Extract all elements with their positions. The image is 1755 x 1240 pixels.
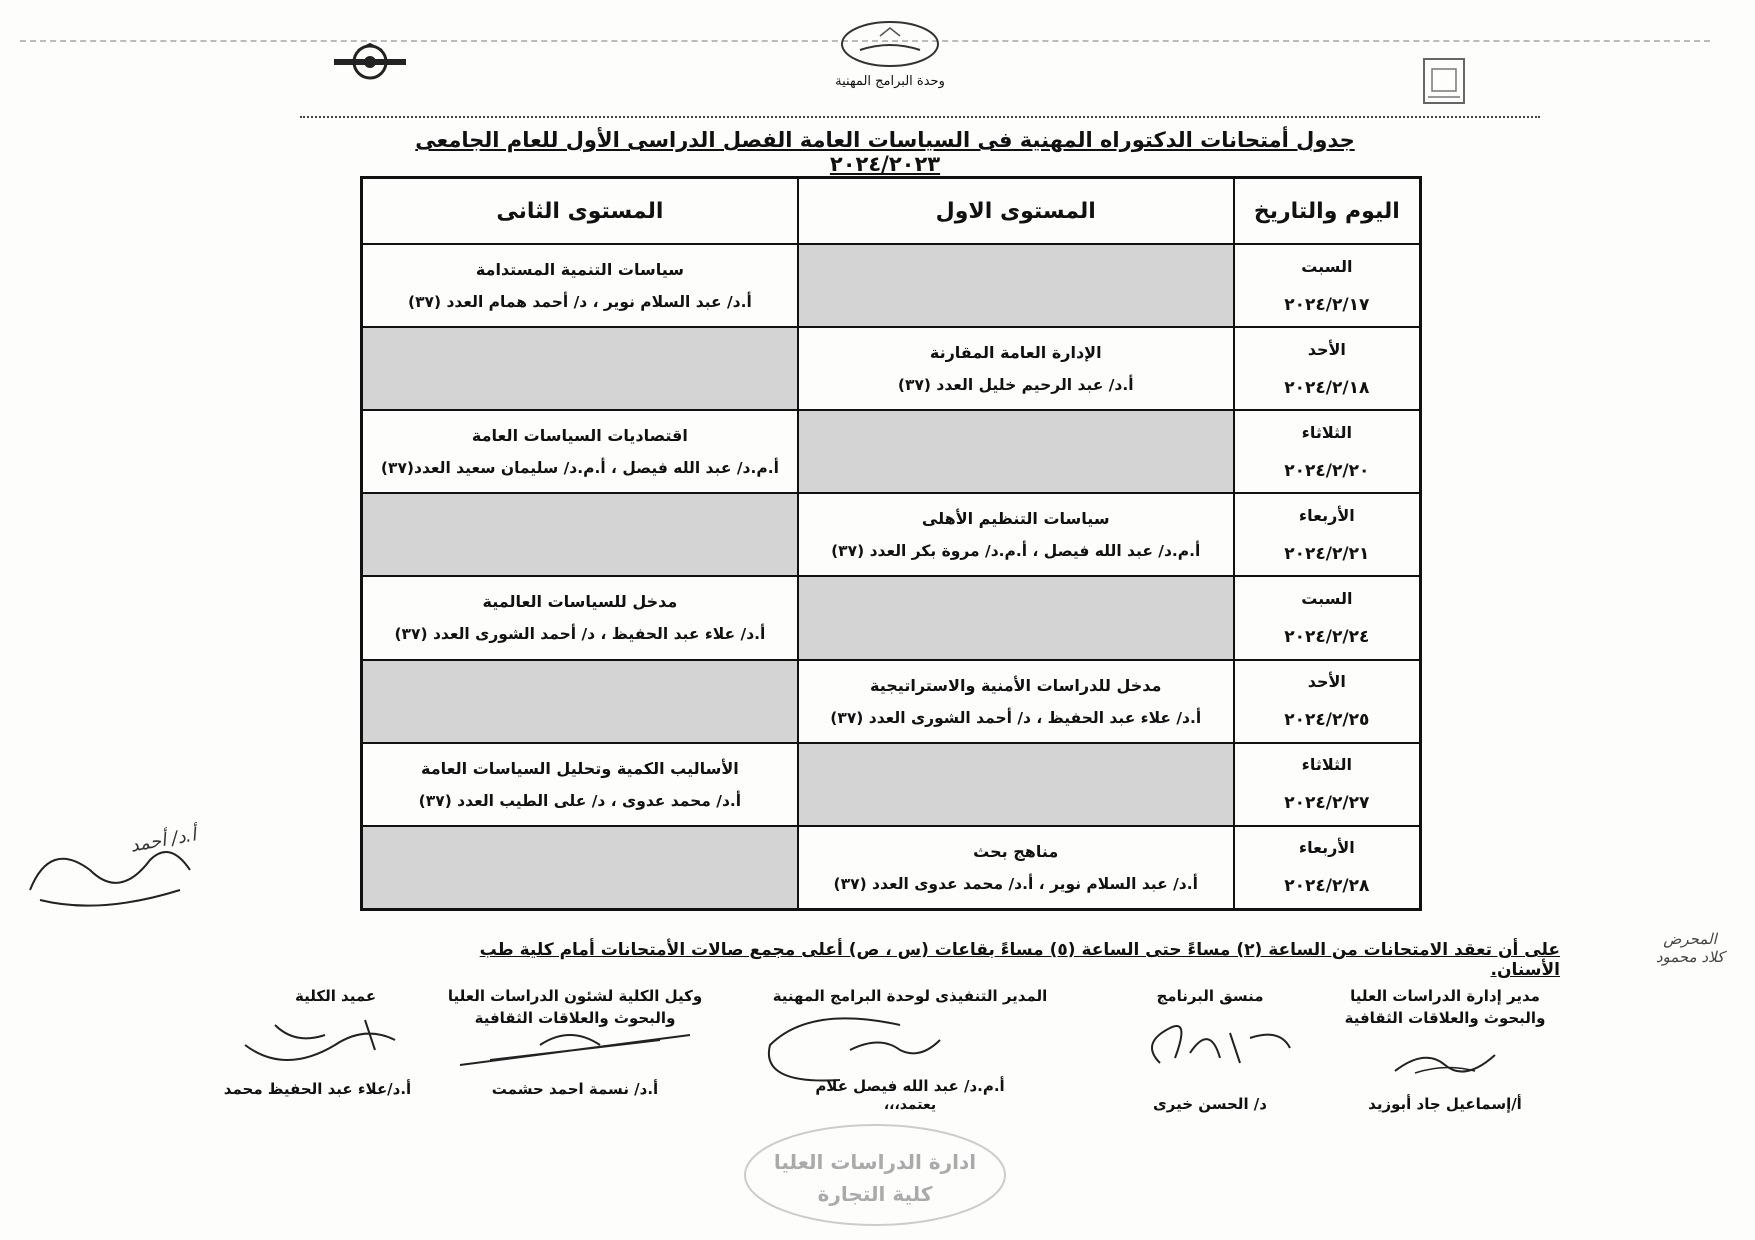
table-row <box>362 826 1421 910</box>
level1-cell-empty <box>798 743 1234 826</box>
day-cell <box>1234 826 1421 910</box>
course-name: اقتصاديات السياسات العامة <box>471 426 688 446</box>
margin-note-right <box>1640 930 1740 966</box>
course-profs: أ.د/ علاء عبد الحفيظ ، د/ أحمد الشورى العدد (٣٧) <box>830 708 1202 727</box>
signature-name: د/ الحسن خيرى <box>1153 1095 1267 1113</box>
course-name: سياسات التنظيم الأهلى <box>921 509 1110 529</box>
table-row <box>362 576 1421 659</box>
exam-schedule-table <box>360 176 1422 911</box>
handwritten-signature-icon <box>1130 1013 1300 1083</box>
day-date: ٢٠٢٤/٢/٢٠ <box>1284 460 1370 481</box>
official-stamp <box>735 1120 1015 1230</box>
day-date: ٢٠٢٤/٢/٢٥ <box>1284 710 1370 731</box>
course-name: الإدارة العامة المقارنة <box>929 343 1102 363</box>
level1-cell-empty <box>798 410 1234 493</box>
signature-role: وكيل الكلية لشئون الدراسات العليا <box>447 987 703 1005</box>
signature-block-executive-director <box>740 985 1080 1113</box>
signature-role: والبحوث والعلاقات الثقافية <box>1344 1009 1546 1027</box>
level1-cell-empty <box>798 244 1234 327</box>
unit-name: وحدة البرامج المهنية <box>835 74 945 89</box>
course-name: مناهج بحث <box>973 841 1059 861</box>
margin-note-left <box>10 800 240 930</box>
university-logo-icon <box>1420 55 1468 107</box>
day-name: الأحد <box>1307 339 1346 359</box>
margin-note-line: كلاد محمود <box>1655 948 1725 966</box>
table-row <box>362 493 1421 576</box>
day-name: الثلاثاء <box>1301 755 1353 775</box>
table-row <box>362 244 1421 327</box>
day-name: الثلاثاء <box>1301 422 1353 442</box>
header-divider <box>300 116 1540 118</box>
day-cell <box>1234 410 1421 493</box>
day-cell <box>1234 576 1421 659</box>
level1-cell <box>798 327 1234 410</box>
day-cell <box>1234 743 1421 826</box>
level1-cell <box>798 493 1234 576</box>
signature-block-graduate-admin <box>1325 985 1565 1120</box>
handwritten-signature-icon <box>1385 1043 1505 1083</box>
course-profs: أ.د/ عبد السلام نوير ، أ.د/ محمد عدوى العدد (٣٧) <box>833 874 1198 893</box>
table-row <box>362 743 1421 826</box>
left-logo-icon <box>330 42 410 82</box>
day-name: السبت <box>1301 256 1353 276</box>
table-row <box>362 660 1421 743</box>
level2-cell <box>362 576 798 659</box>
table-row <box>362 327 1421 410</box>
course-name: الأساليب الكمية وتحليل السياسات العامة <box>421 758 739 778</box>
day-name: الأحد <box>1307 672 1346 692</box>
course-name: مدخل للدراسات الأمنية والاستراتيجية <box>870 675 1162 695</box>
stamp-outline-icon <box>735 1120 1015 1230</box>
header-day: اليوم والتاريخ <box>1234 178 1421 245</box>
level1-cell <box>798 826 1234 910</box>
table-row <box>362 410 1421 493</box>
course-profs: أ.م.د/ عبد الله فيصل ، أ.م.د/ مروة بكر العدد (٣٧) <box>831 542 1201 561</box>
header-level1: المستوى الاول <box>798 178 1234 245</box>
course-profs: أ.د/ عبد السلام نوير ، د/ أحمد همام العدد (٣٧) <box>407 293 752 312</box>
day-cell <box>1234 244 1421 327</box>
course-profs: أ.د/ علاء عبد الحفيظ ، د/ أحمد الشورى العدد (٣٧) <box>394 625 766 644</box>
handwritten-signature-icon <box>10 820 210 920</box>
stamp-text: ادارة الدراسات العليا <box>773 1150 977 1174</box>
exam-time-note: على أن تعقد الامتحانات من الساعة (٢) مساءً حتى الساعة (٥) مساءً بقاعات (س ، ص) أعلى مجمع صالات الأمتحانات أمام كلية طب الأسنان. <box>479 940 1560 980</box>
day-name: الأربعاء <box>1298 505 1355 525</box>
day-cell <box>1234 493 1421 576</box>
signature-block-coordinator <box>1110 985 1310 1120</box>
handwritten-signature-icon <box>450 1015 700 1075</box>
level2-cell <box>362 743 798 826</box>
signature-role: المدير التنفيذى لوحدة البرامج المهنية <box>772 987 1048 1005</box>
signature-name: أ.د/ نسمة احمد حشمت <box>491 1080 659 1098</box>
level2-cell-empty <box>362 327 798 410</box>
signature-block-vice-dean <box>430 985 720 1105</box>
margin-note-line: المحرض <box>1663 930 1717 948</box>
stamp-text: كلية التجارة <box>817 1182 933 1206</box>
signature-role: مدير إدارة الدراسات العليا <box>1350 987 1540 1005</box>
signature-name: أ.م.د/ عبد الله فيصل علام <box>815 1077 1005 1095</box>
center-logo-icon <box>835 18 945 70</box>
course-profs: أ.د/ محمد عدوى ، د/ على الطيب العدد (٣٧) <box>418 791 742 810</box>
day-name: الأربعاء <box>1298 838 1355 858</box>
course-profs: أ.م.د/ عبد الله فيصل ، أ.م.د/ سليمان سعيد العدد(٣٧) <box>380 459 779 478</box>
level1-cell <box>798 660 1234 743</box>
day-cell <box>1234 660 1421 743</box>
day-date: ٢٠٢٤/٢/٢١ <box>1284 543 1370 564</box>
course-profs: أ.د/ عبد الرحيم خليل العدد (٣٧) <box>897 376 1134 395</box>
signature-name: أ/إسماعيل جاد أبوزيد <box>1368 1095 1522 1113</box>
table-header-row <box>362 178 1421 245</box>
header-level2: المستوى الثانى <box>362 178 798 245</box>
level2-cell <box>362 410 798 493</box>
day-date: ٢٠٢٤/٢/٢٧ <box>1284 793 1370 814</box>
day-date: ٢٠٢٤/٢/٢٨ <box>1284 876 1370 897</box>
signature-role: عميد الكلية <box>295 987 377 1005</box>
level1-cell-empty <box>798 576 1234 659</box>
day-date: ٢٠٢٤/٢/١٨ <box>1284 377 1370 398</box>
day-date: ٢٠٢٤/٢/٢٤ <box>1284 626 1370 647</box>
signature-role: منسق البرنامج <box>1156 987 1264 1005</box>
level2-cell <box>362 244 798 327</box>
signature-role: والبحوث والعلاقات الثقافية <box>474 1009 676 1027</box>
day-date: ٢٠٢٤/٢/١٧ <box>1284 294 1370 315</box>
level2-cell-empty <box>362 826 798 910</box>
level2-cell-empty <box>362 660 798 743</box>
course-name: مدخل للسياسات العالمية <box>482 592 678 612</box>
signature-block-dean <box>215 985 420 1105</box>
level2-cell-empty <box>362 493 798 576</box>
day-cell <box>1234 327 1421 410</box>
margin-note-line: أ.د/ أحمد <box>128 824 198 857</box>
course-name: سياسات التنمية المستدامة <box>475 260 684 280</box>
signature-name: أ.د/علاء عبد الحفيظ محمد <box>223 1080 412 1098</box>
day-name: السبت <box>1301 588 1353 608</box>
approve-label: يعتمد،،، <box>883 1097 937 1113</box>
handwritten-signature-icon <box>225 1005 415 1075</box>
page-title: جدول أمتحانات الدكتوراه المهنية فى السياسات العامة الفصل الدراسى الأول للعام الجامعى ٢٠٢٤/٢٠٢٣ <box>415 128 1355 176</box>
